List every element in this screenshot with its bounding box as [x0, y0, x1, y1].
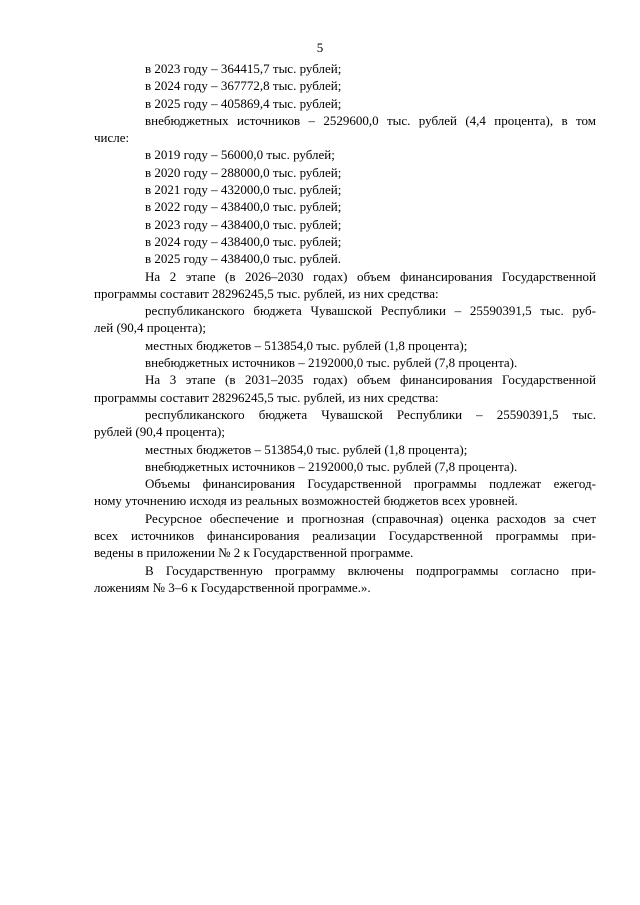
text-line: всех источников финансирования реализации Государственной программы при- [94, 528, 596, 544]
text-line: в 2025 году – 438400,0 тыс. рублей. [145, 251, 341, 267]
page-number: 5 [316, 40, 324, 55]
text-line: местных бюджетов – 513854,0 тыс. рублей (1,8 процента); [145, 337, 468, 353]
text-line: в 2019 году – 56000,0 тыс. рублей; [145, 147, 335, 163]
text-line: ному уточнению исходя из реальных возможностей бюджетов всех уровней. [94, 493, 518, 509]
text-line: республиканского бюджета Чувашской Республики – 25590391,5 тыс. [145, 406, 596, 422]
text-line: Ресурсное обеспечение и прогнозная (справочная) оценка расходов за счет [145, 510, 596, 526]
text-line: На 3 этапе (в 2031–2035 годах) объем финансирования Государственной [145, 372, 596, 388]
text-line: в 2021 году – 432000,0 тыс. рублей; [145, 182, 342, 198]
text-line: В Государственную программу включены подпрограммы согласно при- [145, 562, 596, 578]
text-line: в 2024 году – 438400,0 тыс. рублей; [145, 233, 342, 249]
document-body [94, 60, 596, 596]
text-line: местных бюджетов – 513854,0 тыс. рублей (1,8 процента); [145, 441, 468, 457]
text-line: рублей (90,4 процента); [94, 424, 225, 440]
text-line: Объемы финансирования Государственной программы подлежат ежегод- [145, 476, 596, 492]
text-line: На 2 этапе (в 2026–2030 годах) объем финансирования Государственной [145, 268, 596, 284]
text-line: внебюджетных источников – 2529600,0 тыс. рублей (4,4 процента), в том [145, 112, 596, 128]
text-line: программы составит 28296245,5 тыс. рублей, из них средства: [94, 285, 439, 301]
text-line: внебюджетных источников – 2192000,0 тыс. рублей (7,8 процента). [145, 458, 518, 474]
text-line: в 2020 году – 288000,0 тыс. рублей; [145, 164, 342, 180]
text-line: в 2025 году – 405869,4 тыс. рублей; [145, 95, 342, 111]
text-line: числе: [94, 130, 130, 146]
text-line: в 2024 году – 367772,8 тыс. рублей; [145, 78, 342, 94]
text-line: ложениям № 3–6 к Государственной программе.». [94, 579, 371, 595]
text-line: в 2023 году – 364415,7 тыс. рублей; [145, 61, 342, 76]
text-line: программы составит 28296245,5 тыс. рублей, из них средства: [94, 389, 439, 405]
text-line: республиканского бюджета Чувашской Республики – 25590391,5 тыс. руб- [145, 303, 596, 319]
text-line: в 2022 году – 438400,0 тыс. рублей; [145, 199, 342, 215]
text-line: ведены в приложении № 2 к Государственной программе. [94, 545, 414, 561]
text-line: внебюджетных источников – 2192000,0 тыс. рублей (7,8 процента). [145, 355, 518, 371]
text-line: лей (90,4 процента); [94, 320, 206, 336]
text-line: в 2023 году – 438400,0 тыс. рублей; [145, 216, 342, 232]
